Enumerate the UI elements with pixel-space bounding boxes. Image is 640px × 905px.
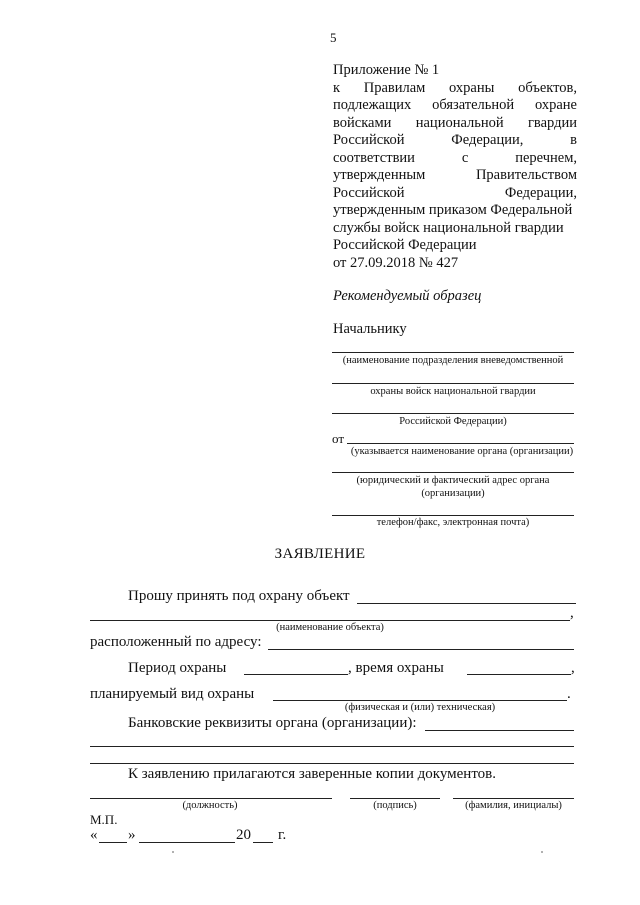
- time-line[interactable]: [467, 674, 571, 675]
- page-number: 5: [330, 30, 337, 45]
- appendix-line: [333, 167, 577, 185]
- scan-speck: [172, 851, 174, 853]
- date-close-quote: »: [128, 827, 136, 843]
- scan-speck: [541, 851, 543, 853]
- appendix-word: Правительством: [475, 167, 577, 183]
- type-caption: (физическая и (или) техническая): [344, 702, 496, 713]
- appendix-line: [333, 97, 577, 115]
- addressee-line-1: [332, 352, 574, 353]
- appendix-word: подлежащих: [333, 97, 412, 113]
- date-year-prefix: 20: [236, 827, 251, 843]
- from-caption-3: (организации): [421, 488, 485, 499]
- appendix-word: охране: [534, 97, 577, 113]
- name-line[interactable]: [453, 798, 574, 799]
- document-title: ЗАЯВЛЕНИЕ: [274, 546, 366, 562]
- date-month-line[interactable]: [139, 842, 235, 843]
- appendix-word: гвардии: [527, 114, 577, 131]
- from-label: от: [332, 431, 345, 446]
- appendix-line: [333, 132, 577, 150]
- bank-line-1[interactable]: [425, 730, 574, 731]
- appendix-word: обязательной: [432, 97, 515, 113]
- bank-line-3[interactable]: [90, 763, 574, 764]
- from-caption-2: (юридический и фактический адрес органа: [356, 475, 550, 486]
- appendix-word: к: [333, 79, 341, 96]
- appendix-word: Правилам: [363, 79, 426, 96]
- appendix-word: перечнем,: [515, 149, 577, 166]
- period-line[interactable]: [244, 674, 348, 675]
- appendix-word: Российской: [333, 184, 405, 201]
- addressee-caption-2: охраны войск национальной гвардии: [370, 386, 536, 397]
- request-text: Прошу принять под охрану объект: [128, 588, 350, 604]
- addressee-line-3: [332, 413, 574, 414]
- bank-label: Банковские реквизиты органа (организации):: [128, 715, 417, 731]
- stamp-label: М.П.: [90, 812, 118, 827]
- position-line[interactable]: [90, 798, 332, 799]
- addressee-caption-3: Российской Федерации): [399, 416, 507, 427]
- appendix-word: в: [570, 132, 577, 148]
- appendix-block: [333, 62, 577, 272]
- object-line-1[interactable]: [357, 603, 576, 604]
- time-label: , время охраны: [348, 660, 444, 676]
- signature-line[interactable]: [350, 798, 440, 799]
- object-comma: ,: [570, 605, 574, 621]
- date-day-line[interactable]: [99, 842, 127, 843]
- appendix-line: утвержденным приказом Федеральной: [333, 202, 573, 218]
- from-caption-4: телефон/факс, электронная почта): [376, 517, 530, 528]
- from-line-1: [347, 443, 574, 444]
- addressee-caption-1: (наименование подразделения вневедомственной: [342, 355, 564, 366]
- appendix-line: службы войск национальной гвардии: [333, 219, 564, 236]
- addressee-label: Начальнику: [333, 321, 407, 337]
- addressee-line-2: [332, 383, 574, 384]
- type-label: планируемый вид охраны: [90, 686, 255, 702]
- signature-caption: (подпись): [373, 800, 417, 811]
- date-open-quote: «: [90, 827, 98, 843]
- recommended-sample-label: Рекомендуемый образец: [333, 288, 482, 304]
- address-label: расположенный по адресу:: [90, 634, 262, 650]
- from-line-2: [332, 472, 574, 473]
- address-line[interactable]: [268, 649, 574, 650]
- appendix-line: Приложение № 1: [333, 62, 440, 78]
- appendix-line: [333, 115, 577, 133]
- appendix-line: [333, 150, 577, 168]
- appendix-word: Российской: [333, 132, 405, 148]
- object-caption: (наименование объекта): [276, 622, 384, 633]
- type-period: .: [567, 686, 571, 702]
- position-caption: (должность): [182, 800, 238, 811]
- object-line-2[interactable]: [90, 620, 570, 621]
- appendix-line: Российской Федерации: [333, 237, 477, 253]
- from-line-3: [332, 515, 574, 516]
- appendix-line: [333, 185, 577, 203]
- appendix-line: [333, 80, 577, 98]
- bank-line-2[interactable]: [90, 746, 574, 747]
- period-label: Период охраны: [128, 660, 227, 676]
- appendix-word: Федерации,: [451, 132, 524, 148]
- appendix-word: утвержденным: [333, 167, 426, 183]
- from-caption-1: (указывается наименование органа (организации): [350, 446, 574, 457]
- appendix-word: соответствии: [333, 149, 415, 166]
- name-caption: (фамилия, инициалы): [465, 800, 562, 811]
- type-line[interactable]: [273, 700, 567, 701]
- date-year-line[interactable]: [253, 842, 273, 843]
- appendix-word: объектов,: [518, 79, 577, 96]
- appendix-word: национальной: [415, 114, 504, 131]
- appendix-word: с: [461, 149, 469, 166]
- appendix-word: войсками: [333, 114, 392, 131]
- date-year-suffix: г.: [278, 827, 287, 843]
- attachment-text: К заявлению прилагаются заверенные копии документов.: [128, 766, 497, 782]
- time-comma: ,: [571, 660, 575, 676]
- appendix-line: от 27.09.2018 № 427: [333, 254, 459, 271]
- appendix-word: Федерации,: [504, 184, 577, 201]
- appendix-word: охраны: [449, 79, 495, 96]
